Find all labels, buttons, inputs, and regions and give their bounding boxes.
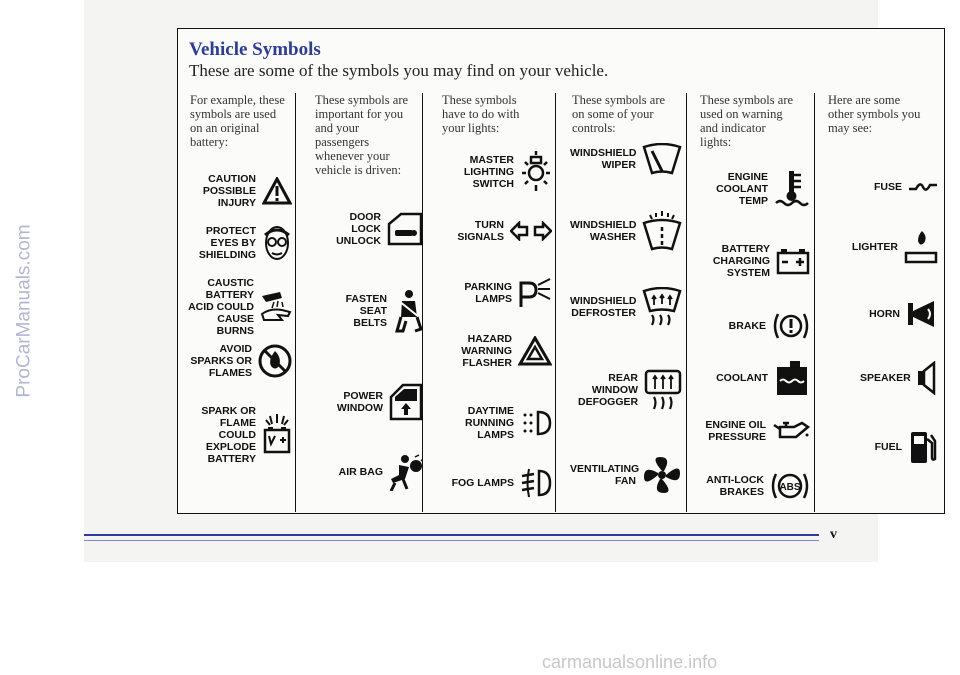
symbol-item [826, 361, 938, 395]
column-warning-lights [698, 93, 810, 513]
symbol-item [188, 405, 292, 465]
symbol-item [698, 309, 810, 343]
symbol-item [440, 333, 552, 369]
symbol-label: PROTECT EYES BY SHIELDING [198, 225, 256, 261]
washer-icon [642, 211, 682, 251]
column-intro: These symbols are used on warning and indicator lights: [700, 93, 794, 149]
symbol-label: WINDSHIELD DEFROSTER [570, 295, 637, 319]
seat-belt-icon [393, 289, 423, 333]
column-divider [555, 93, 556, 512]
fog-lamps-icon [520, 467, 552, 499]
column-intro: These symbols have to do with your lights: [442, 93, 520, 135]
symbol-label: SPEAKER [860, 372, 911, 384]
symbol-item [313, 383, 423, 421]
brake-warning-icon [772, 309, 810, 343]
hazard-triangle-icon [518, 336, 552, 366]
column-other [826, 93, 938, 513]
symbol-item [188, 223, 292, 263]
vehicle-symbols-panel [177, 28, 945, 514]
abs-icon [770, 469, 810, 503]
symbol-item [313, 211, 423, 247]
column-passengers [313, 93, 419, 513]
fuse-icon [908, 179, 938, 195]
footer-watermark: carmanualsonline.info [542, 652, 718, 672]
symbol-item [440, 277, 552, 309]
symbol-label: FOG LAMPS [451, 477, 514, 489]
lighter-icon [904, 229, 938, 265]
fan-icon [642, 455, 682, 495]
symbol-item [570, 143, 682, 175]
turn-signal-arrows-icon [510, 221, 552, 241]
symbol-item [698, 243, 810, 279]
column-battery [188, 93, 292, 513]
symbol-item [188, 173, 292, 209]
symbol-label: FUEL [874, 441, 902, 453]
footer-rule-thin [84, 540, 819, 541]
symbol-label: CAUSTIC BATTERY ACID COULD CAUSE BURNS [188, 277, 254, 337]
symbol-label: VENTILATING FAN [570, 463, 640, 487]
symbol-label: WINDSHIELD WIPER [570, 147, 637, 171]
column-intro: These symbols are on some of your controls: [572, 93, 666, 135]
symbol-item [440, 405, 552, 441]
symbol-item [313, 453, 423, 491]
manual-page [84, 0, 921, 562]
symbol-item [570, 455, 682, 495]
column-lights [440, 93, 552, 513]
column-intro: Here are some other symbols you may see: [828, 93, 921, 135]
side-watermark: ProCarManuals.com [13, 224, 35, 398]
symbol-item [570, 287, 682, 327]
symbol-item [440, 219, 552, 243]
symbol-label: ANTI-LOCK BRAKES [706, 474, 764, 498]
horn-icon [906, 299, 938, 329]
symbol-label: CAUTION POSSIBLE INJURY [202, 173, 256, 209]
symbol-label: AIR BAG [338, 466, 383, 478]
symbol-label: ENGINE OIL PRESSURE [705, 419, 766, 443]
symbol-item [188, 277, 292, 337]
air-bag-icon [389, 453, 423, 491]
oil-can-icon [772, 419, 810, 443]
exploding-battery-icon [262, 414, 292, 456]
symbol-label: ENGINE COOLANT TEMP [716, 171, 768, 207]
page-title: Vehicle Symbols [189, 39, 321, 60]
symbol-item [313, 289, 423, 333]
symbol-label: MASTER LIGHTING SWITCH [463, 154, 514, 190]
column-divider [814, 93, 815, 512]
no-flame-icon [258, 344, 292, 378]
wiper-icon [642, 143, 682, 175]
symbol-item [570, 211, 682, 251]
symbol-label: PARKING LAMPS [464, 281, 512, 305]
symbol-label: TURN SIGNALS [457, 219, 504, 243]
symbol-label: AVOID SPARKS OR FLAMES [190, 343, 252, 379]
acid-hand-icon [260, 290, 292, 324]
column-divider [295, 93, 296, 512]
symbol-label: FUSE [873, 181, 902, 193]
defroster-icon [642, 287, 682, 327]
symbol-label: HAZARD WARNING FLASHER [461, 333, 512, 369]
symbol-item [826, 299, 938, 329]
symbol-label: POWER WINDOW [336, 390, 383, 414]
symbol-item [826, 229, 938, 265]
symbol-item [826, 429, 938, 465]
battery-icon [776, 247, 810, 275]
symbol-item [570, 369, 682, 411]
symbol-label: WINDSHIELD WASHER [570, 219, 637, 243]
page-number: v [830, 527, 837, 542]
door-lock-icon [387, 212, 423, 246]
symbol-label: FASTEN SEAT BELTS [345, 293, 387, 329]
symbol-label: BRAKE [728, 320, 766, 332]
face-shield-icon [262, 223, 292, 263]
footer-rule [84, 534, 819, 536]
symbol-item [188, 343, 292, 379]
column-intro: These symbols are important for you and your passengers whenever your vehicle is driven: [315, 93, 409, 177]
symbol-label: DAYTIME RUNNING LAMPS [465, 405, 514, 441]
fuel-pump-icon [908, 429, 938, 465]
coolant-temp-icon [774, 169, 810, 209]
speaker-icon [916, 361, 938, 395]
symbol-item [698, 169, 810, 209]
rear-defogger-icon [644, 369, 682, 411]
symbol-label: HORN [869, 308, 900, 320]
caution-triangle-icon [262, 177, 292, 205]
column-divider [686, 93, 687, 512]
symbol-label: SPARK OR FLAME COULD EXPLODE BATTERY [201, 405, 256, 465]
power-window-icon [389, 383, 423, 421]
symbol-label: REAR WINDOW DEFOGGER [578, 372, 639, 408]
symbol-item [440, 151, 552, 193]
symbol-label: DOOR LOCK UNLOCK [336, 211, 381, 247]
parking-lamps-icon [518, 277, 552, 309]
column-intro: For example, these symbols are used on an original battery: [190, 93, 285, 149]
svg-text:ABS: ABS [779, 482, 801, 493]
symbol-label: BATTERY CHARGING SYSTEM [712, 243, 770, 279]
symbol-item [698, 359, 810, 397]
daytime-running-lamps-icon [520, 408, 552, 438]
column-controls [570, 93, 682, 513]
symbol-label: LIGHTER [851, 241, 898, 253]
symbol-item [698, 419, 810, 443]
symbol-label: COOLANT [716, 372, 768, 384]
symbol-item [826, 179, 938, 195]
symbol-item [440, 467, 552, 499]
light-bulb-icon [520, 151, 552, 193]
coolant-level-icon [774, 359, 810, 397]
symbol-item [698, 469, 810, 503]
page-subtitle: These are some of the symbols you may find on your vehicle. [189, 61, 609, 80]
